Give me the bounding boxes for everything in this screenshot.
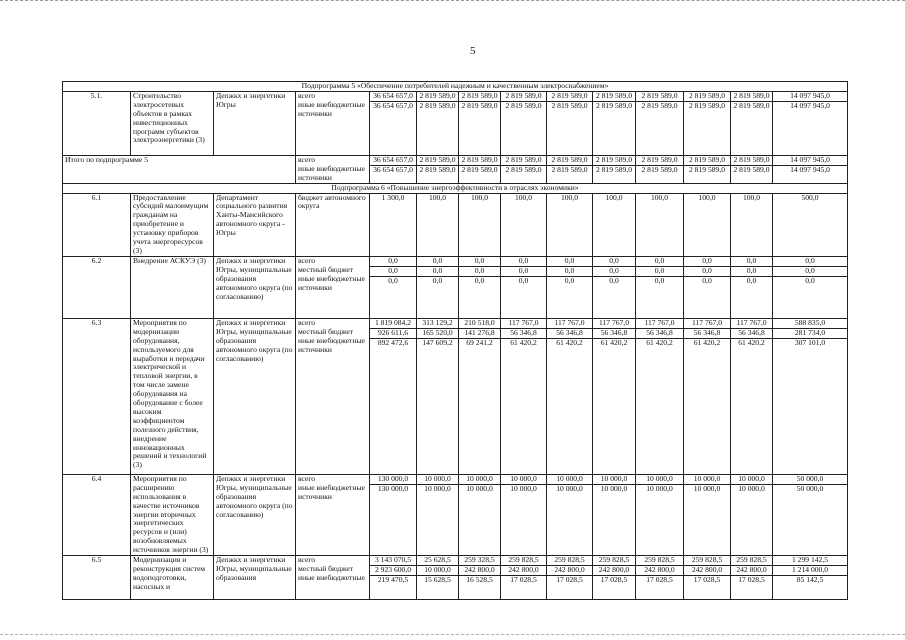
value-cell [593, 474, 636, 555]
funding-source: местный бюджет [298, 264, 354, 274]
value-cell [459, 556, 501, 600]
amount-value: 10 000,0 [501, 475, 546, 485]
executor: Депжкх и энергетики Югры, муниципальные образования [214, 556, 296, 600]
amount-value: 100,0 [605, 193, 623, 202]
value-cell [636, 193, 684, 256]
amount-value: 242 800,0 [636, 566, 683, 576]
amount-value: 242 800,0 [593, 566, 635, 576]
amount-value: 0,0 [593, 267, 635, 277]
value-cell [593, 193, 636, 256]
amount-value: 313 129,2 [417, 319, 458, 329]
amount-value: 2 819 589,0 [459, 156, 500, 166]
value-cell [636, 91, 684, 155]
amount-value: 100,0 [560, 193, 579, 202]
amount-value: 100,0 [698, 193, 716, 202]
amount-value: 2 819 589,0 [551, 165, 588, 174]
value-cell [731, 193, 773, 256]
amount-value: 1 214 000,0 [773, 566, 847, 576]
funding-source: иные внебюджетные источники [298, 99, 365, 118]
amount-value: 3 143 070,5 [370, 556, 416, 566]
amount-value: 2 819 589,0 [733, 165, 770, 174]
amount-value: 10 000,0 [636, 475, 683, 485]
value-cell [547, 155, 593, 183]
amount-value: 117 767,0 [684, 319, 730, 329]
activity-name: Предоставление субсидий малоимущим гражданам на приобретение и установку приборов учета энергоресурсов (3) [131, 193, 214, 256]
amount-value: 36 654 657,0 [370, 92, 416, 102]
subprogram-header-row [63, 82, 848, 92]
funding-source-cell [296, 91, 370, 155]
amount-value: 2 819 589,0 [641, 101, 678, 110]
amount-value: 10 000,0 [466, 484, 493, 493]
amount-value: 2 819 589,0 [733, 101, 770, 110]
amount-value: 0,0 [547, 257, 592, 267]
value-cell [731, 556, 773, 600]
bottom-cut-line [0, 634, 905, 638]
amount-value: 147 609,2 [422, 338, 453, 347]
value-cell [731, 256, 773, 318]
amount-value: 10 000,0 [600, 484, 628, 493]
amount-value: 0,0 [370, 267, 416, 277]
value-cell [501, 556, 547, 600]
amount-value: 2 819 589,0 [731, 92, 772, 102]
amount-value: 242 800,0 [501, 566, 546, 576]
amount-value: 242 800,0 [684, 566, 730, 576]
amount-value: 61 420,2 [556, 338, 583, 347]
value-cell [370, 474, 417, 555]
amount-value: 2 819 589,0 [641, 165, 678, 174]
amount-value: 2 819 589,0 [547, 156, 592, 166]
amount-value: 2 819 589,0 [547, 92, 592, 102]
value-cell [593, 155, 636, 183]
amount-value: 242 800,0 [731, 566, 772, 576]
amount-value: 117 767,0 [636, 319, 683, 329]
amount-value: 281 734,0 [773, 329, 847, 339]
amount-value: 36 654 657,0 [373, 101, 413, 110]
amount-value: 2 819 589,0 [636, 156, 683, 166]
amount-value: 219 470,5 [377, 575, 409, 584]
executor: Департамент социального развития Ханты-Мансийского автономного округа - Югры [214, 193, 296, 256]
amount-value: 141 276,8 [459, 329, 500, 339]
row-number: 6.5 [63, 556, 131, 600]
amount-value: 0,0 [636, 257, 683, 267]
amount-value: 17 028,5 [510, 575, 537, 584]
value-cell [684, 91, 731, 155]
funding-source: всего [298, 318, 316, 327]
funding-source: местный бюджет [298, 563, 354, 573]
amount-value: 0,0 [684, 267, 730, 277]
amount-value: 0,0 [501, 267, 546, 277]
value-cell [547, 474, 593, 555]
funding-source: всего [298, 474, 316, 483]
amount-value: 0,0 [593, 257, 635, 267]
amount-value: 2 819 589,0 [501, 156, 546, 166]
amount-value: 50 000,0 [773, 475, 847, 485]
funding-source-cell [296, 318, 370, 474]
amount-value: 0,0 [501, 257, 546, 267]
value-cell [417, 318, 459, 474]
amount-value: 0,0 [388, 276, 398, 285]
value-cell [417, 91, 459, 155]
amount-value: 2 819 589,0 [419, 101, 456, 110]
funding-source-cell [296, 256, 370, 318]
amount-value: 10 000,0 [738, 484, 765, 493]
amount-value: 2 819 589,0 [459, 92, 500, 102]
amount-value: 100,0 [470, 193, 489, 202]
value-cell [370, 155, 417, 183]
funding-source-cell [296, 474, 370, 555]
subprogram5-title: Подпрограмма 5 «Обеспечение потребителей надежным и качественным электроснабжением» [63, 82, 848, 92]
table-row [63, 556, 848, 600]
value-cell [547, 318, 593, 474]
amount-value: 61 420,2 [693, 338, 721, 347]
value-cell [773, 193, 848, 256]
funding-source: всего [298, 91, 316, 100]
value-cell [773, 155, 848, 183]
activity-name: Мероприятия по расширению использования в качестве источников энергии вторичных энергетических ресурсов и (или) возобновляемых источников энергии (3) [131, 474, 214, 555]
amount-value: 0,0 [609, 276, 619, 285]
amount-value: 0,0 [518, 276, 529, 285]
amount-value: 0,0 [773, 267, 847, 277]
amount-value: 2 923 600,0 [370, 566, 416, 576]
amount-value: 61 420,2 [600, 338, 628, 347]
funding-source: иные внебюджетные источники [298, 335, 365, 354]
amount-value: 2 819 589,0 [688, 101, 726, 110]
top-cut-line [0, 0, 905, 4]
funding-source-cell [296, 556, 370, 600]
amount-value: 0,0 [636, 267, 683, 277]
amount-value: 56 346,8 [547, 329, 592, 339]
value-cell [593, 91, 636, 155]
value-cell [547, 193, 593, 256]
amount-value: 69 241,2 [466, 338, 493, 347]
value-cell [370, 256, 417, 318]
amount-value: 0,0 [459, 267, 500, 277]
amount-value: 100,0 [428, 193, 447, 202]
funding-source: бюджет автономного округа [298, 193, 366, 211]
amount-value: 0,0 [474, 276, 485, 285]
amount-value: 2 819 589,0 [684, 156, 730, 166]
amount-value: 100,0 [742, 193, 761, 202]
amount-value: 130 000,0 [377, 484, 409, 493]
amount-value: 242 800,0 [547, 566, 592, 576]
amount-value: 0,0 [731, 267, 772, 277]
amount-value: 2 819 589,0 [501, 92, 546, 102]
amount-value: 2 819 589,0 [551, 101, 588, 110]
funding-source: местный бюджет [298, 326, 354, 336]
value-cell [417, 155, 459, 183]
amount-value: 10 000,0 [459, 475, 500, 485]
value-cell [773, 256, 848, 318]
value-cell [459, 256, 501, 318]
funding-source: всего [298, 555, 316, 565]
value-cell [417, 556, 459, 600]
value-cell [684, 256, 731, 318]
value-cell [731, 318, 773, 474]
amount-value: 2 819 589,0 [461, 165, 498, 174]
amount-value: 117 767,0 [731, 319, 772, 329]
amount-value: 117 767,0 [501, 319, 546, 329]
amount-value: 130 000,0 [370, 475, 416, 485]
row-number: 5.1. [63, 91, 131, 155]
value-cell [636, 474, 684, 555]
amount-value: 10 000,0 [417, 566, 458, 576]
value-cell [547, 91, 593, 155]
funding-source: всего [298, 155, 316, 164]
value-cell [636, 556, 684, 600]
row-number: 6.1 [63, 193, 131, 256]
amount-value: 259 828,5 [731, 556, 772, 566]
funding-source-cell [296, 193, 370, 256]
amount-value: 0,0 [773, 257, 847, 267]
amount-value: 259 828,5 [593, 556, 635, 566]
value-cell [501, 193, 547, 256]
funding-source: иные внебюджетные источники [298, 273, 365, 292]
amount-value: 2 819 589,0 [595, 101, 633, 110]
amount-value: 2 819 589,0 [731, 156, 772, 166]
value-cell [636, 256, 684, 318]
amount-value: 588 835,0 [773, 319, 847, 329]
amount-value: 10 000,0 [424, 484, 451, 493]
amount-value: 2 819 589,0 [505, 101, 542, 110]
amount-value: 1 300,0 [381, 193, 405, 202]
value-cell [370, 193, 417, 256]
amount-value: 259 828,5 [547, 556, 592, 566]
funding-source: всего [298, 256, 316, 265]
amount-value: 259 828,5 [684, 556, 730, 566]
value-cell [773, 474, 848, 555]
value-cell [459, 91, 501, 155]
amount-value: 15 628,5 [424, 575, 451, 584]
amount-value: 61 420,2 [510, 338, 537, 347]
amount-value: 56 346,8 [731, 329, 772, 339]
amount-value: 0,0 [731, 257, 772, 267]
amount-value: 2 819 589,0 [417, 156, 458, 166]
amount-value: 165 520,0 [417, 329, 458, 339]
amount-value: 56 346,8 [684, 329, 730, 339]
amount-value: 56 346,8 [636, 329, 683, 339]
value-cell [773, 318, 848, 474]
value-cell [593, 556, 636, 600]
value-cell [417, 256, 459, 318]
amount-value: 2 819 589,0 [461, 101, 498, 110]
amount-value: 0,0 [432, 276, 443, 285]
value-cell [684, 155, 731, 183]
amount-value: 892 472,6 [377, 338, 409, 347]
amount-value: 0,0 [547, 267, 592, 277]
amount-value: 10 000,0 [417, 475, 458, 485]
value-cell [773, 556, 848, 600]
row-number: 6.2 [63, 256, 131, 318]
amount-value: 0,0 [564, 276, 575, 285]
page-number: 5 [470, 45, 476, 57]
table-row [63, 256, 848, 318]
amount-value: 117 767,0 [547, 319, 592, 329]
amount-value: 14 097 945,0 [773, 92, 847, 102]
amount-value: 14 097 945,0 [790, 165, 830, 174]
value-cell [459, 193, 501, 256]
value-cell [636, 318, 684, 474]
value-cell [593, 318, 636, 474]
value-cell [459, 155, 501, 183]
amount-value: 242 800,0 [459, 566, 500, 576]
value-cell [731, 155, 773, 183]
amount-value: 2 819 589,0 [593, 156, 635, 166]
amount-value: 2 819 589,0 [684, 92, 730, 102]
value-cell [501, 474, 547, 555]
amount-value: 0,0 [805, 276, 815, 285]
value-cell [417, 474, 459, 555]
amount-value: 10 000,0 [646, 484, 673, 493]
amount-value: 210 518,0 [459, 319, 500, 329]
amount-value: 0,0 [654, 276, 665, 285]
amount-value: 17 028,5 [693, 575, 721, 584]
funding-source: иные внебюджетные [298, 572, 365, 582]
table-row [63, 193, 848, 256]
value-cell [547, 556, 593, 600]
row-number: 6.3 [63, 318, 131, 474]
executor: Депжкх и энергетики Югры [214, 91, 296, 155]
amount-value: 85 142,5 [796, 575, 824, 584]
amount-value: 10 000,0 [510, 484, 537, 493]
value-cell [547, 256, 593, 318]
amount-value: 0,0 [417, 267, 458, 277]
activity-name: Внедрение АСКУЭ (3) [131, 256, 214, 318]
value-cell [370, 91, 417, 155]
value-cell [501, 91, 547, 155]
value-cell [731, 474, 773, 555]
value-cell [370, 556, 417, 600]
activity-name: Мероприятия по модернизации оборудования, используемого для выработки и передачи электрической и тепловой энергии, в том числе замене оборудования на оборудование с более высоким коэффициентом полезного действия, внедрение инновационных решений и технологий (3) [131, 318, 214, 474]
amount-value: 61 420,2 [646, 338, 673, 347]
value-cell [773, 91, 848, 155]
amount-value: 0,0 [370, 257, 416, 267]
amount-value: 14 097 945,0 [790, 101, 830, 110]
amount-value: 16 528,5 [466, 575, 493, 584]
table-row [63, 318, 848, 474]
amount-value: 0,0 [459, 257, 500, 267]
executor: Депжкх и энергетики Югры, муниципальные образования автономного округа (по согласованию) [214, 318, 296, 474]
amount-value: 0,0 [684, 257, 730, 267]
amount-value: 2 819 589,0 [593, 92, 635, 102]
amount-value: 2 819 589,0 [595, 165, 633, 174]
value-cell [417, 193, 459, 256]
amount-value: 307 101,0 [794, 338, 826, 347]
value-cell [459, 474, 501, 555]
total-label: Итого по подпрограмме 5 [63, 155, 296, 183]
amount-value: 2 819 589,0 [419, 165, 456, 174]
amount-value: 14 097 945,0 [773, 156, 847, 166]
table-row [63, 474, 848, 555]
amount-value: 10 000,0 [731, 475, 772, 485]
amount-value: 100,0 [650, 193, 669, 202]
amount-value: 259 828,5 [501, 556, 546, 566]
subprogram6-title: Подпрограмма 6 «Повышение энергоэффективности в отраслях экономики» [63, 183, 848, 193]
executor: Депжкх и энергетики Югры, муниципальные образования автономного округа (по согласованию) [214, 474, 296, 555]
activity-name: Строительство электросетевых объектов в рамках инвестиционных программ субъектов электроэнергетики (3) [131, 91, 214, 155]
amount-value: 56 346,8 [593, 329, 635, 339]
amount-value: 2 819 589,0 [636, 92, 683, 102]
amount-value: 1 819 084,2 [370, 319, 416, 329]
amount-value: 25 628,5 [417, 556, 458, 566]
table-body [63, 82, 848, 600]
amount-value: 10 000,0 [684, 475, 730, 485]
amount-value: 17 028,5 [738, 575, 765, 584]
amount-value: 259 828,5 [636, 556, 683, 566]
amount-value: 2 819 589,0 [688, 165, 726, 174]
amount-value: 50 000,0 [796, 484, 824, 493]
funding-source-cell [296, 155, 370, 183]
row-number: 6.4 [63, 474, 131, 555]
value-cell [459, 318, 501, 474]
value-cell [731, 91, 773, 155]
value-cell [501, 155, 547, 183]
value-cell [501, 256, 547, 318]
value-cell [684, 556, 731, 600]
funding-source: иные внебюджетные источники [298, 482, 365, 501]
funding-source: иные внебюджетные источники [298, 163, 365, 182]
amount-value: 926 611,6 [370, 329, 416, 339]
table-row [63, 91, 848, 155]
activity-name: Модернизация и реконструкция систем водоподготовки, насосных и [131, 556, 214, 600]
value-cell [370, 318, 417, 474]
amount-value: 500,0 [801, 193, 819, 202]
amount-value: 2 819 589,0 [417, 92, 458, 102]
value-cell [593, 256, 636, 318]
amount-value: 17 028,5 [600, 575, 628, 584]
value-cell [636, 155, 684, 183]
amount-value: 17 028,5 [646, 575, 673, 584]
amount-value: 2 819 589,0 [505, 165, 542, 174]
table-row [63, 155, 848, 183]
amount-value: 117 767,0 [593, 319, 635, 329]
amount-value: 36 654 657,0 [373, 165, 413, 174]
value-cell [501, 318, 547, 474]
subprogram-header-row [63, 183, 848, 193]
executor: Депжкх и энергетики Югры, муниципальные образования автономного округа (по согласованию) [214, 256, 296, 318]
amount-value: 61 420,2 [738, 338, 765, 347]
amount-value: 1 299 142,5 [773, 556, 847, 566]
amount-value: 100,0 [514, 193, 533, 202]
value-cell [684, 193, 731, 256]
amount-value: 56 346,8 [501, 329, 546, 339]
amount-value: 0,0 [746, 276, 757, 285]
amount-value: 0,0 [417, 257, 458, 267]
amount-value: 36 654 657,0 [370, 156, 416, 166]
amount-value: 10 000,0 [547, 475, 592, 485]
amount-value: 0,0 [702, 276, 712, 285]
value-cell [684, 474, 731, 555]
amount-value: 10 000,0 [693, 484, 721, 493]
amount-value: 259 328,5 [459, 556, 500, 566]
value-cell [684, 318, 731, 474]
amount-value: 17 028,5 [556, 575, 583, 584]
amount-value: 10 000,0 [593, 475, 635, 485]
program-table [62, 81, 848, 600]
amount-value: 10 000,0 [556, 484, 583, 493]
